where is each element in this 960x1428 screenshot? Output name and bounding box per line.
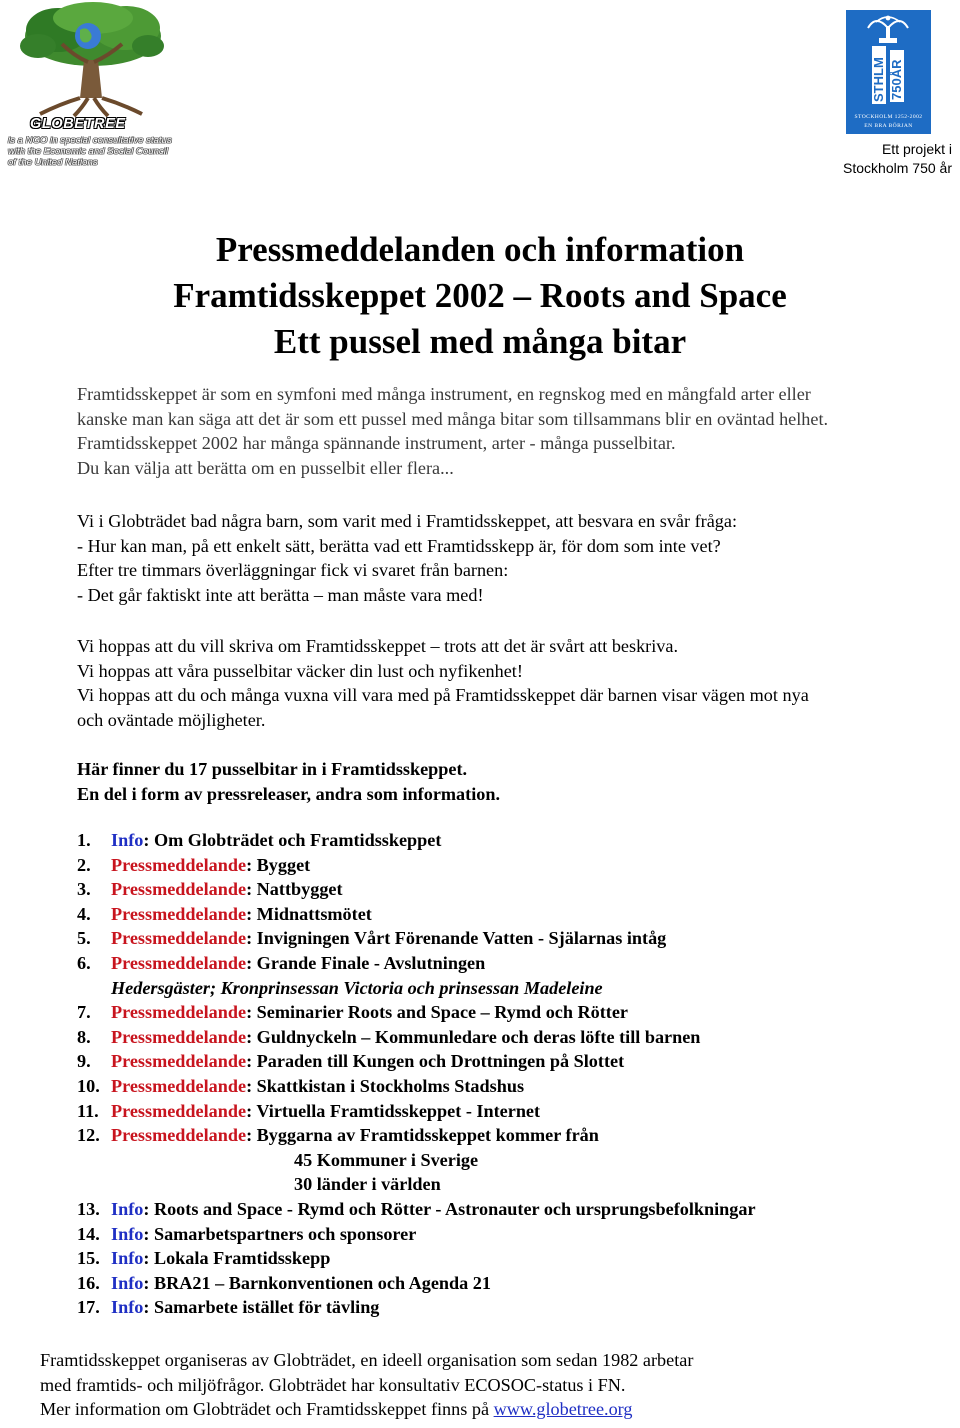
kids-line: - Hur kan man, på ett enkelt sätt, berätta vad ett Framtidsskepp är, för dom som inte vet? xyxy=(77,535,721,556)
list-item: 9. Pressmeddelande: Paraden till Kungen och Drottningen på Slottet xyxy=(77,1049,957,1074)
globe-tree-icon xyxy=(18,0,168,120)
list-item: Hedersgäster; Kronprinsessan Victoria och prinsessan Madeleine xyxy=(111,977,603,998)
stockholm-750-logo xyxy=(846,10,931,134)
globetree-logo xyxy=(4,0,184,172)
list-item-number: 9. xyxy=(77,1051,91,1072)
intro-line: Du kan välja att berätta om en pusselbit eller flera... xyxy=(77,457,454,478)
list-item-number: 4. xyxy=(77,903,91,924)
press-release-label[interactable]: Pressmeddelande xyxy=(111,903,247,924)
info-label[interactable]: Info xyxy=(111,1248,144,1269)
svg-text:STHLM: STHLM xyxy=(871,57,886,102)
list-item-title: Samarbetspartners och sponsorer xyxy=(153,1223,417,1244)
kids-line: Efter tre timmars överläggningar fick vi svaret från barnen: xyxy=(77,560,509,580)
list-item: 2. Pressmeddelande: Bygget xyxy=(77,853,957,878)
list-item: 13. Info: Roots and Space - Rymd och Rötter - Astronauter och ursprungsbefolkningar xyxy=(77,1197,957,1222)
list-item-number: 14. xyxy=(77,1223,100,1244)
press-release-label[interactable]: Pressmeddelande xyxy=(111,1100,247,1121)
list-item-number: 11. xyxy=(77,1100,99,1121)
list-item-title: Samarbete istället för tävling xyxy=(153,1297,380,1318)
summary-paragraph xyxy=(77,757,957,806)
list-item: 16. Info: BRA21 – Barnkonventionen och Agenda 21 xyxy=(77,1271,957,1296)
list-item-title: Midnattsmötet xyxy=(256,903,372,924)
list-item: 6. Pressmeddelande: Grande Finale - Avslutningen xyxy=(77,951,957,976)
intro-line: Framtidsskeppet 2002 har många spännande instrument, arter - många pusselbitar. xyxy=(77,433,676,453)
list-item-title: Bygget xyxy=(256,854,311,875)
list-item: 45 Kommuner i Sverige xyxy=(294,1149,479,1170)
list-item-title: Lokala Framtidsskepp xyxy=(153,1248,331,1269)
project-note xyxy=(828,140,952,178)
info-label[interactable]: Info xyxy=(111,1198,144,1219)
hope-line: och oväntade möjligheter. xyxy=(77,709,266,730)
list-item-number: 5. xyxy=(77,928,91,949)
footer-line xyxy=(40,1397,940,1422)
list-item-number: 16. xyxy=(77,1272,100,1293)
list-item: 12. Pressmeddelande: Byggarna av Framtidsskeppet kommer från xyxy=(77,1123,957,1148)
list-item: 4. Pressmeddelande: Midnattsmötet xyxy=(77,902,957,927)
globetree-wordmark: GLOBETREE xyxy=(30,116,126,132)
ngo-status-caption xyxy=(8,135,184,168)
hope-line: Vi hoppas att du vill skriva om Framtidsskeppet – trots att det är svårt att beskriva. xyxy=(77,636,679,656)
list-item-title: Paraden till Kungen och Drottningen på Slottet xyxy=(256,1051,625,1072)
stockholm-750-badge-icon xyxy=(846,10,931,114)
list-item-number: 8. xyxy=(77,1026,91,1047)
puzzle-piece-list xyxy=(77,828,957,1320)
list-item: 30 länder i världen xyxy=(294,1174,441,1195)
press-release-label[interactable]: Pressmeddelande xyxy=(111,879,247,900)
list-item: 8. Pressmeddelande: Guldnyckeln – Kommunledare och deras löfte till barnen xyxy=(77,1025,957,1050)
list-item-number: 1. xyxy=(77,830,91,850)
list-item: 1. Info: Om Globträdet och Framtidsskeppet xyxy=(77,828,957,853)
list-item-title: Skattkistan i Stockholms Stadshus xyxy=(256,1075,525,1096)
list-item-title: Seminarier Roots and Space – Rymd och Rötter xyxy=(256,1002,629,1023)
press-release-label[interactable]: Pressmeddelande xyxy=(111,1075,247,1096)
press-release-label[interactable]: Pressmeddelande xyxy=(111,854,247,875)
project-note-line: Ett projekt i xyxy=(881,141,952,157)
kids-line: - Det går faktiskt inte att berätta – man måste vara med! xyxy=(77,584,484,605)
press-release-label[interactable]: Pressmeddelande xyxy=(111,1002,247,1023)
list-item-title: Guldnyckeln – Kommunledare och deras löfte till barnen xyxy=(256,1026,701,1047)
intro-line: kanske man kan säga att det är som ett pussel med många bitar som tillsammans blir en oväntad helhet. xyxy=(77,408,829,429)
page-title: Pressmeddelanden och information xyxy=(215,230,745,269)
info-label[interactable]: Info xyxy=(111,1297,144,1318)
list-item-number: 15. xyxy=(77,1248,100,1269)
footer xyxy=(40,1348,940,1422)
list-item-title: Om Globträdet och Framtidsskeppet xyxy=(153,830,442,850)
children-question-paragraph xyxy=(77,509,957,607)
list-item-title: Roots and Space - Rymd och Rötter - Astronauter och ursprungsbefolkningar xyxy=(153,1198,756,1219)
footer-line: med framtids- och miljöfrågor. Globträdet har konsultativ ECOSOC-status i FN. xyxy=(40,1374,626,1395)
list-item-number: 2. xyxy=(77,854,91,875)
summary-line: Här finner du 17 pusselbitar in i Framtidsskeppet. xyxy=(77,759,468,779)
list-item-title: Invigningen Vårt Förenande Vatten - Själarnas intåg xyxy=(256,928,667,949)
caption-line: with the Economic and Social Council xyxy=(8,146,168,157)
list-item-number: 10. xyxy=(77,1075,100,1096)
list-item: 15. Info: Lokala Framtidsskepp xyxy=(77,1246,957,1271)
intro-line: Framtidsskeppet är som en symfoni med många instrument, en regnskog med en mångfald arter eller xyxy=(77,384,811,404)
list-item-number: 17. xyxy=(77,1297,100,1318)
hope-line: Vi hoppas att våra pusselbitar väcker din lust och nyfikenhet! xyxy=(77,660,523,681)
svg-text:750ÅR: 750ÅR xyxy=(889,59,904,100)
globetree-website-link[interactable]: www.globetree.org xyxy=(493,1399,633,1419)
press-release-label[interactable]: Pressmeddelande xyxy=(111,1051,247,1072)
list-item-title: Byggarna av Framtidsskeppet kommer från xyxy=(256,1125,599,1146)
list-item: 14. Info: Samarbetspartners och sponsorer xyxy=(77,1222,957,1247)
list-item: 7. Pressmeddelande: Seminarier Roots and Space – Rymd och Rötter xyxy=(77,1000,957,1025)
list-item: 10. Pressmeddelande: Skattkistan i Stockholms Stadshus xyxy=(77,1074,957,1099)
press-release-label[interactable]: Pressmeddelande xyxy=(111,952,247,973)
list-item: 17. Info: Samarbete istället för tävling xyxy=(77,1295,957,1320)
list-item-number: 7. xyxy=(77,1002,91,1023)
hope-paragraph xyxy=(77,634,957,732)
info-label[interactable]: Info xyxy=(111,830,144,850)
footer-link-prefix: Mer information om Globträdet och Framtidsskeppet finns på xyxy=(40,1399,494,1419)
caption-line: of the United Nations xyxy=(8,157,98,168)
kids-line: Vi i Globträdet bad några barn, som varit med i Framtidsskeppet, att besvara en svår fråga: xyxy=(77,511,738,531)
summary-line: En del i form av pressreleaser, andra som information. xyxy=(77,783,501,804)
list-item-title: Nattbygget xyxy=(256,879,343,900)
list-item: 5. Pressmeddelande: Invigningen Vårt Förenande Vatten - Själarnas intåg xyxy=(77,926,957,951)
list-item-title: Grande Finale - Avslutningen xyxy=(256,952,486,973)
caption-line: is a NGO in special consultative status xyxy=(8,135,172,146)
page-subtitle: Framtidsskeppet 2002 – Roots and Space xyxy=(173,276,787,315)
info-label[interactable]: Info xyxy=(111,1272,144,1293)
list-item-title: Virtuella Framtidsskeppet - Internet xyxy=(256,1100,541,1121)
hope-line: Vi hoppas att du och många vuxna vill vara med på Framtidsskeppet där barnen visar vägen mot nya xyxy=(77,685,809,705)
list-item-number: 12. xyxy=(77,1125,100,1146)
intro-paragraph xyxy=(77,382,957,480)
list-item-number: 6. xyxy=(77,952,91,973)
badge-slogan-text: EN BRA BÖRJAN xyxy=(864,123,913,129)
project-note-line: Stockholm 750 år xyxy=(843,160,952,176)
info-label[interactable]: Info xyxy=(111,1223,144,1244)
list-item-number: 13. xyxy=(77,1198,100,1219)
press-release-label[interactable]: Pressmeddelande xyxy=(111,1125,247,1146)
list-item: 11. Pressmeddelande: Virtuella Framtidsskeppet - Internet xyxy=(77,1099,957,1124)
list-item-number: 3. xyxy=(77,879,91,900)
badge-years-text: STOCKHOLM 1252-2002 xyxy=(854,114,923,120)
list-item: 3. Pressmeddelande: Nattbygget xyxy=(77,877,957,902)
press-release-label[interactable]: Pressmeddelande xyxy=(111,928,247,949)
footer-line: Framtidsskeppet organiseras av Globträdet, en ideell organisation som sedan 1982 arbetar xyxy=(40,1350,694,1370)
press-release-label[interactable]: Pressmeddelande xyxy=(111,1026,247,1047)
list-item-title: BRA21 – Barnkonventionen och Agenda 21 xyxy=(153,1272,491,1293)
page-tagline: Ett pussel med många bitar xyxy=(273,322,687,361)
